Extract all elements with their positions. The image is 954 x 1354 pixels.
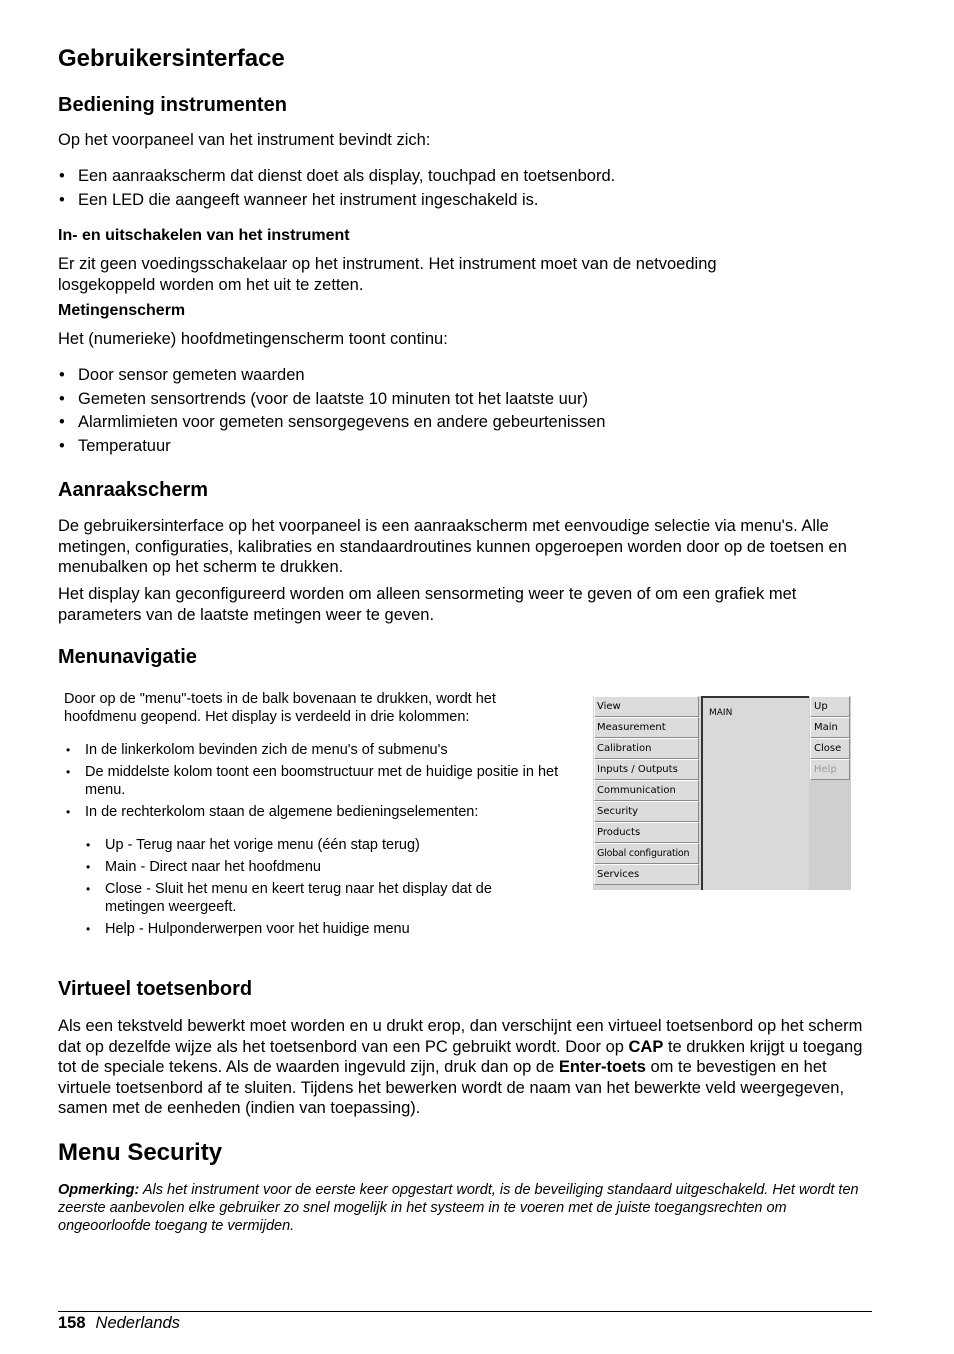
heading-aanraakscherm: Aanraakscherm [58, 479, 209, 501]
note-label: Opmerking: [58, 1182, 140, 1198]
footer-divider [58, 1311, 872, 1312]
cap-key-label: CAP [628, 1037, 664, 1056]
aanraak-p1: De gebruikersinterface op het voorpaneel is een aanraakscherm met eenvoudige selectie via menu's. Alle metingen, configuraties, kalibraties en standaardroutines kunnen opgeroepen worden door op de toetsen en menubalken op het scherm te drukken. [58, 517, 847, 576]
list-item: • Close - Sluit het menu en keert terug naar het display dat de metingen weergeeft. [64, 880, 554, 916]
list-item: • Een aanraakscherm dat dienst doet als display, touchpad en toetsenbord. [58, 165, 872, 189]
bediening-intro: Op het voorpaneel van het instrument bevindt zich: [58, 131, 431, 149]
list-item: • Een LED die aangeeft wanneer het instrument ingeschakeld is. [58, 189, 872, 213]
tree-current-node: MAIN [709, 708, 733, 718]
page-footer [58, 1313, 180, 1333]
main-button[interactable]: Main [810, 717, 850, 738]
inuit-text: Er zit geen voedingsschakelaar op het instrument. Het instrument moet van de netvoeding losgekoppeld worden om het uit te zetten. [58, 255, 717, 294]
menu-item-security[interactable]: Security [594, 801, 699, 822]
list-item: • De middelste kolom toont een boomstructuur met de huidige positie in het menu. [64, 763, 564, 799]
list-item: • Temperatuur [58, 435, 872, 459]
page-number: 158 [58, 1314, 86, 1332]
list-item: • In de linkerkolom bevinden zich de menu's of submenu's [64, 741, 564, 759]
menu-item-inputs-outputs[interactable]: Inputs / Outputs [594, 759, 699, 780]
menunav-sublist [64, 836, 554, 938]
footer-language: Nederlands [95, 1314, 180, 1332]
menu-screenshot [593, 696, 851, 890]
menunav-text [64, 690, 564, 942]
list-item: • Help - Hulponderwerpen voor het huidige menu [64, 920, 554, 938]
menu-item-services[interactable]: Services [594, 864, 699, 885]
heading-menunavigatie: Menunavigatie [58, 646, 197, 668]
aanraak-p2: Het display kan geconfigureerd worden om alleen sensormeting weer te geven of om een grafiek met parameters van de laatste metingen weer te geven. [58, 585, 797, 624]
list-item: • Up - Terug naar het vorige menu (één stap terug) [64, 836, 554, 854]
menu-left-column [593, 696, 701, 890]
menu-item-global-configuration[interactable]: Global configuration [594, 843, 699, 864]
page-title: Gebruikersinterface [58, 45, 285, 72]
up-button[interactable]: Up [810, 696, 850, 717]
menu-item-calibration[interactable]: Calibration [594, 738, 699, 759]
close-button[interactable]: Close [810, 738, 850, 759]
virtueel-text: Als een tekstveld bewerkt moet worden en u drukt erop, dan verschijnt een virtueel toetsenbord op het scherm dat op dezelfde wijze als het toetsenbord van een PC gebruikt wordt. Door op CAP te drukken krijgt u toegang tot de speciale tekens. Als de waarden ingevuld zijn, druk dan op de Enter-toets om te bevestigen en het virtuele toetsenbord af te sluiten. Tijdens het bewerken wordt de naam van het bewerkte veld weergegeven, samen met de eenheden (indien van toepassing). [58, 1017, 863, 1117]
menu-item-communication[interactable]: Communication [594, 780, 699, 801]
menunav-intro: Door op de "menu"-toets in de balk bovenaan te drukken, wordt het hoofdmenu geopend. Het display is verdeeld in drie kolommen: [64, 691, 496, 725]
menu-item-measurement[interactable]: Measurement [594, 717, 699, 738]
list-item: • Alarmlimieten voor gemeten sensorgegevens en andere gebeurtenissen [58, 411, 872, 435]
enter-key-label: Enter-toets [558, 1058, 646, 1076]
help-button[interactable]: Help [810, 759, 850, 780]
list-item: • Gemeten sensortrends (voor de laatste 10 minuten tot het laatste uur) [58, 388, 872, 412]
list-item: • Main - Direct naar het hoofdmenu [64, 858, 554, 876]
heading-bediening: Bediening instrumenten [58, 94, 287, 116]
list-item: • In de rechterkolom staan de algemene bedieningselementen: [64, 803, 564, 821]
heading-inuit: In- en uitschakelen van het instrument [58, 227, 350, 244]
menu-right-column [809, 696, 851, 890]
meting-list [58, 364, 872, 458]
menu-tree-column [701, 696, 809, 890]
heading-metingenscherm: Metingenscherm [58, 302, 186, 319]
meting-intro: Het (numerieke) hoofdmetingenscherm toont continu: [58, 330, 448, 348]
menunav-list [64, 741, 564, 821]
menu-item-view[interactable]: View [594, 696, 699, 717]
list-item: • Door sensor gemeten waarden [58, 364, 872, 388]
menu-item-products[interactable]: Products [594, 822, 699, 843]
heading-virtueel: Virtueel toetsenbord [58, 978, 253, 1000]
heading-menu-security: Menu Security [58, 1139, 223, 1166]
bediening-list [58, 165, 872, 212]
security-note: Opmerking: Als het instrument voor de eerste keer opgestart wordt, is de beveiliging standaard uitgeschakeld. Het wordt ten zeerste aanbevolen elke gebruiker zo snel mogelijk in het systeem in te voeren met de juiste toegangsrechten om ongeoorloofde toegang te vermijden. [58, 1182, 859, 1234]
